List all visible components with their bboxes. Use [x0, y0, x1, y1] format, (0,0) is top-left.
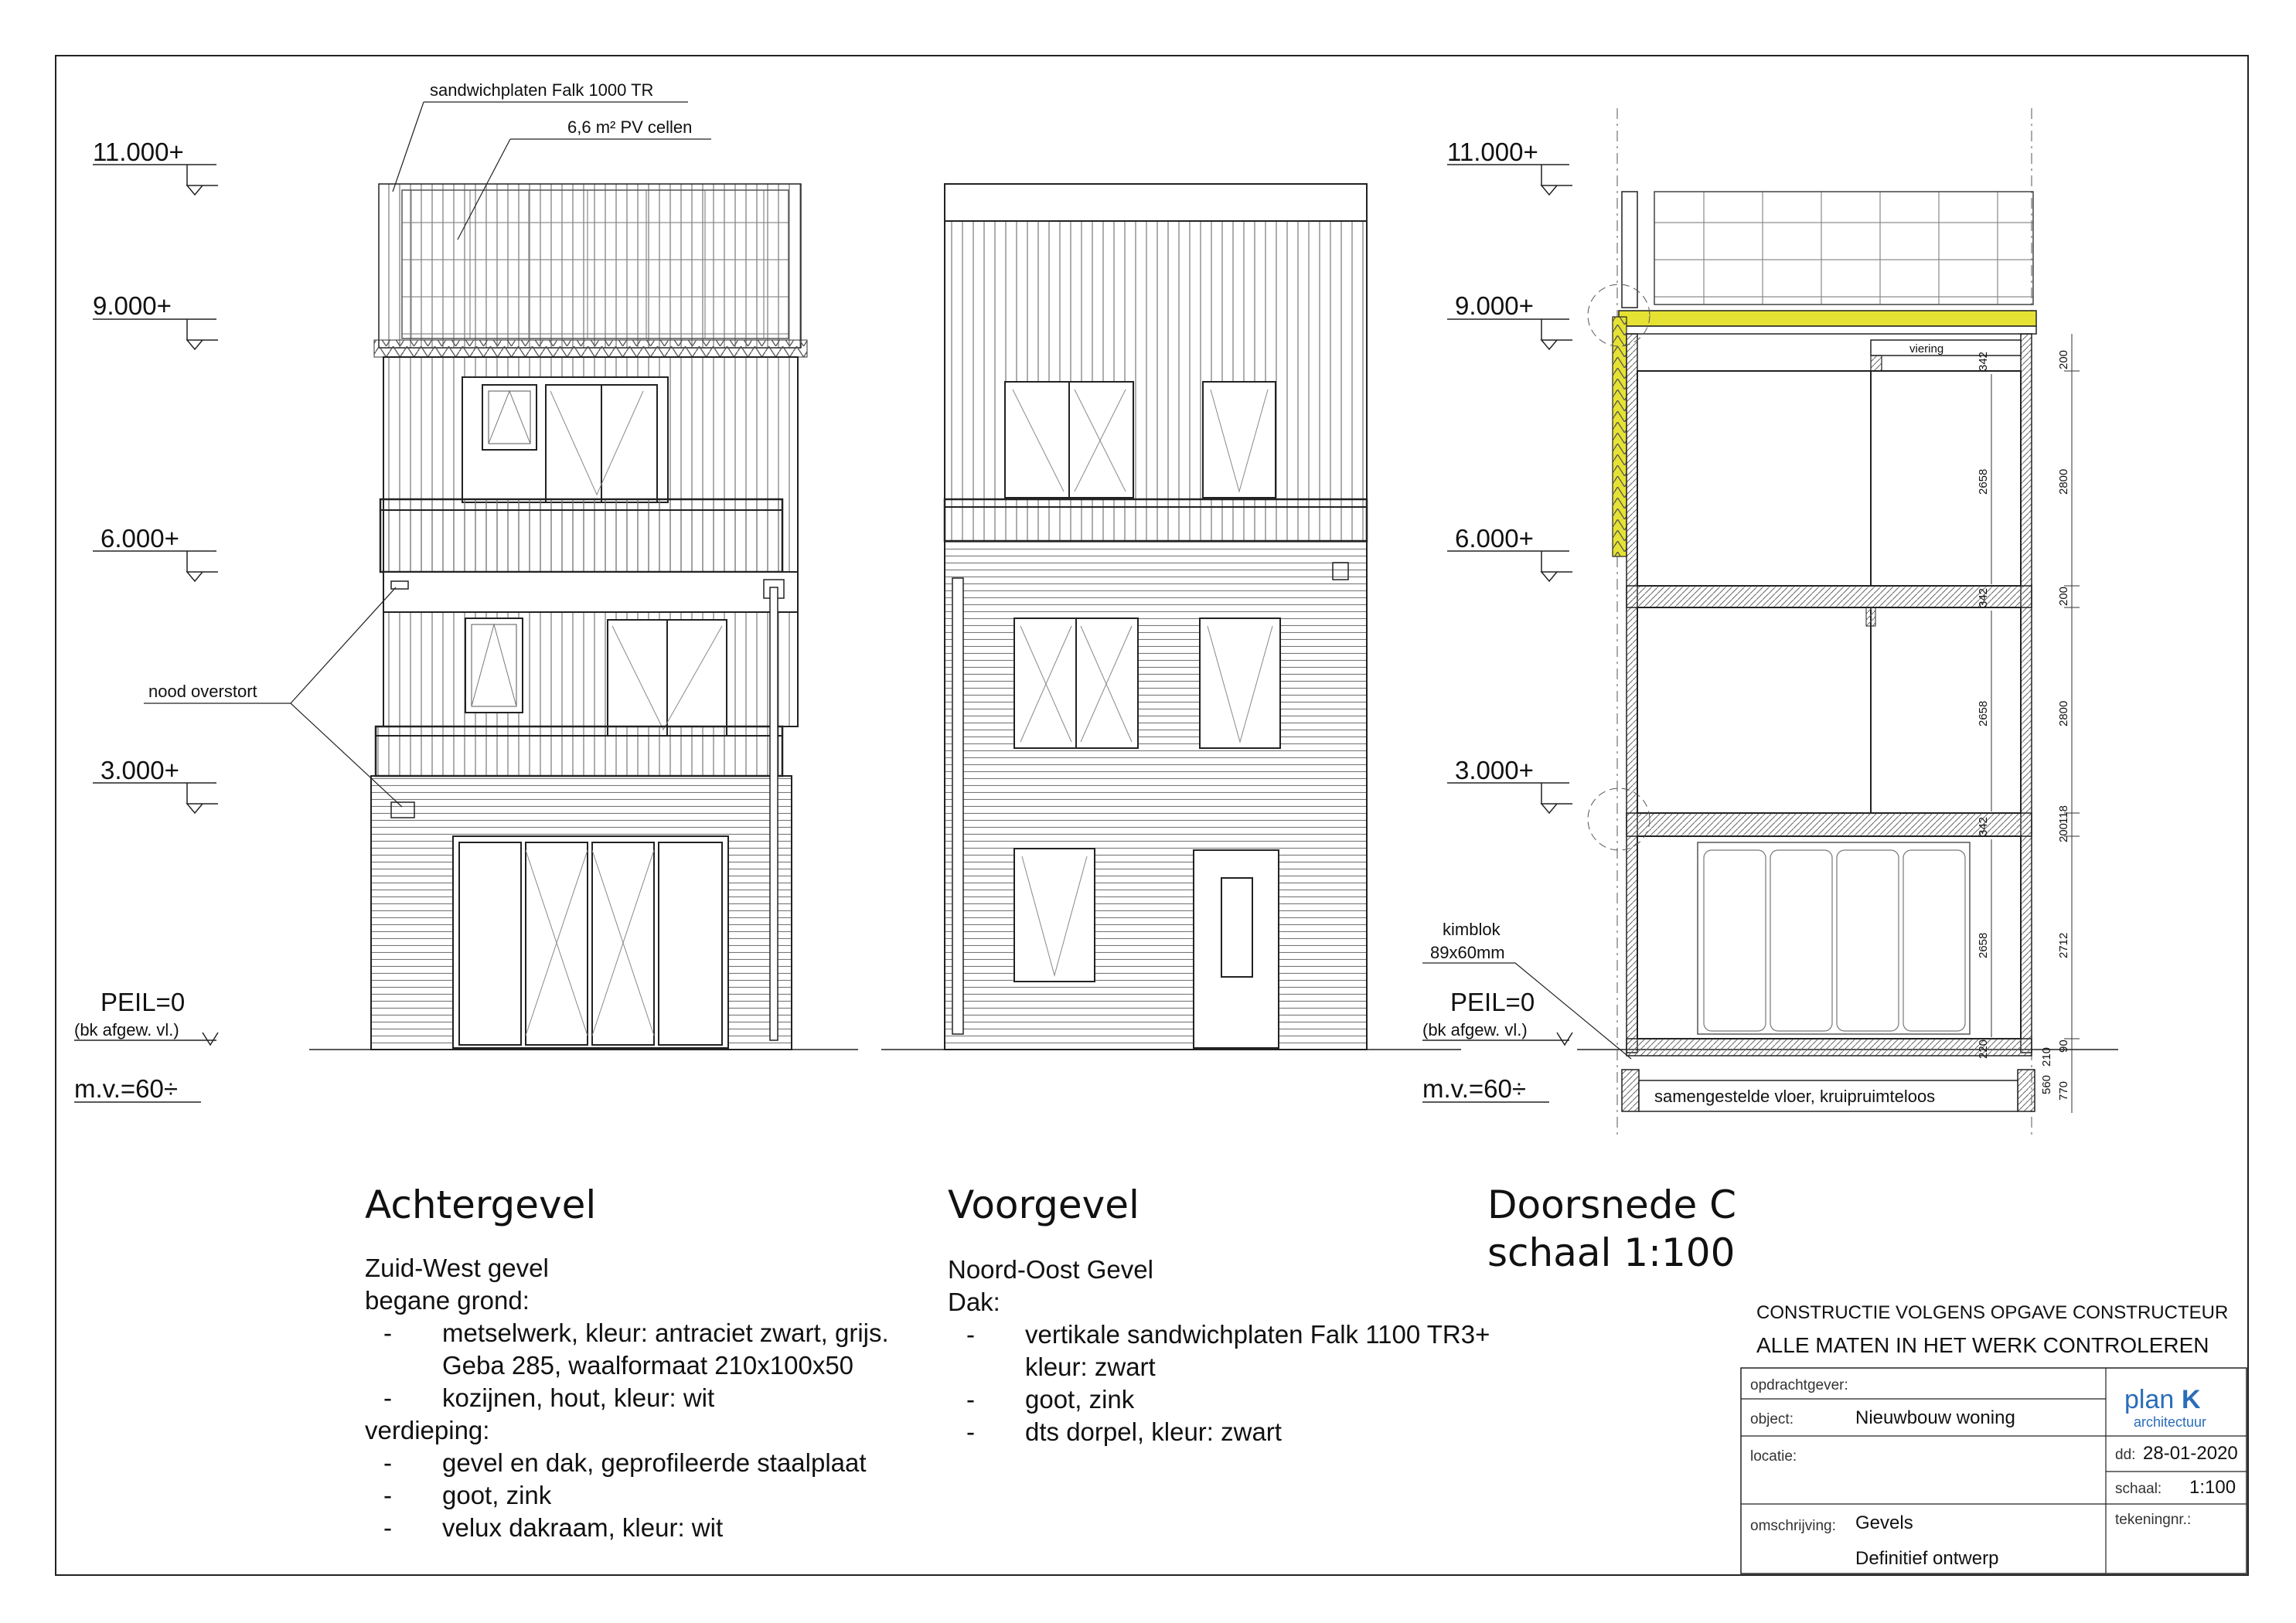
- tb-omschrijving-label: omschrijving:: [1750, 1518, 1836, 1534]
- dim-slab-2: 200: [2057, 586, 2070, 606]
- tb-object-label: object:: [1750, 1411, 1794, 1427]
- level-3000: 3.000+: [100, 756, 179, 784]
- note-line: verdieping:: [365, 1416, 490, 1444]
- note-line: vertikale sandwichplaten Falk 1100 TR3+: [1025, 1320, 1490, 1349]
- level-3000-right: 3.000+: [1455, 756, 1534, 784]
- level-6000: 6.000+: [100, 524, 179, 553]
- title-block: [1741, 1302, 2247, 1574]
- note-bullet: -: [966, 1385, 975, 1414]
- tb-object-value: Nieuwbouw woning: [1855, 1407, 2015, 1428]
- level-markers-left: [74, 138, 218, 1103]
- dim-slab-top-1: 342: [1977, 351, 1990, 371]
- note-line: Zuid-West gevel: [365, 1254, 549, 1282]
- title-doorsnede: Doorsnede C: [1487, 1182, 1737, 1227]
- note-bullet: -: [966, 1320, 975, 1349]
- note-bullet: -: [383, 1448, 392, 1477]
- tb-tekeningnr-label: tekeningnr.:: [2115, 1512, 2192, 1528]
- annot-overstort: nood overstort: [148, 682, 257, 701]
- section-doorsnede-c: [1422, 108, 2118, 1136]
- dim-210: 210: [2040, 1046, 2053, 1067]
- level-11000: 11.000+: [93, 138, 184, 166]
- tb-omschrijving-value2: Definitief ontwerp: [1855, 1548, 1999, 1569]
- tb-omschrijving-value: Gevels: [1855, 1512, 1913, 1533]
- annot-viering: viering: [1909, 342, 1944, 356]
- dim-floor-1: 2800: [2057, 468, 2070, 495]
- elevation-voorgevel: [881, 184, 1461, 1050]
- insulation-roof: [1619, 311, 2036, 326]
- note-line: Geba 285, waalformaat 210x100x50: [442, 1351, 854, 1380]
- dim-clear-height-2: 2658: [1977, 700, 1990, 726]
- elevation-achtergevel: [144, 80, 858, 1050]
- dim-clear-height-1: 2658: [1977, 468, 1990, 495]
- dim-clear-height-3: 2658: [1977, 932, 1990, 958]
- dim-220: 220: [1977, 1039, 1990, 1059]
- note-line: kleur: zwart: [1025, 1352, 1156, 1381]
- level-mv-right: m.v.=60÷: [1422, 1074, 1526, 1103]
- dim-770: 770: [2057, 1080, 2070, 1101]
- note-line: metselwerk, kleur: antraciet zwart, grijs.: [442, 1318, 889, 1347]
- tb-dd-value: 28-01-2020: [2143, 1443, 2238, 1464]
- note-line: dts dorpel, kleur: zwart: [1025, 1417, 1282, 1446]
- logo-k: K: [2182, 1385, 2201, 1414]
- dim-slab-top-3: 342: [1977, 816, 1990, 836]
- dim-560: 560: [2040, 1074, 2053, 1094]
- level-peil: PEIL=0: [100, 988, 186, 1016]
- annot-kimblok-size: 89x60mm: [1430, 943, 1505, 962]
- note-bullet: -: [383, 1481, 392, 1509]
- dim-118: 118: [2057, 805, 2070, 824]
- note-line: kozijnen, hout, kleur: wit: [442, 1383, 715, 1412]
- note-line: goot, zink: [1025, 1385, 1135, 1414]
- logo-plan: plan: [2124, 1385, 2175, 1414]
- note-bullet: -: [966, 1417, 975, 1446]
- title-voorgevel: Voorgevel: [948, 1182, 1139, 1227]
- annot-kimblok: kimblok: [1443, 920, 1501, 939]
- note-line: Noord-Oost Gevel: [948, 1255, 1153, 1284]
- annot-vloer: samengestelde vloer, kruipruimteloos: [1654, 1087, 1936, 1106]
- note-line: begane grond:: [365, 1286, 530, 1315]
- level-peil-note-right: (bk afgew. vl.): [1422, 1020, 1528, 1039]
- dim-slab-top-2: 342: [1977, 587, 1990, 607]
- dim-slab-1: 200: [2057, 349, 2070, 369]
- tb-locatie-label: locatie:: [1750, 1448, 1797, 1465]
- dim-floor-2: 2800: [2057, 700, 2070, 726]
- tb-schaal-value: 1:100: [2189, 1477, 2236, 1498]
- level-9000-right: 9.000+: [1455, 291, 1534, 320]
- annot-sandwich: sandwichplaten Falk 1000 TR: [430, 80, 654, 100]
- note-bullet: -: [383, 1383, 392, 1412]
- notes-voorgevel: [948, 1255, 1490, 1446]
- note-line: gevel en dak, geprofileerde staalplaat: [442, 1448, 867, 1477]
- note-line: goot, zink: [442, 1481, 552, 1509]
- note-constructie: CONSTRUCTIE VOLGENS OPGAVE CONSTRUCTEUR: [1756, 1302, 2229, 1323]
- note-bullet: -: [383, 1513, 392, 1542]
- level-11000-right: 11.000+: [1447, 138, 1538, 166]
- level-6000-right: 6.000+: [1455, 524, 1534, 553]
- logo-sub: architectuur: [2134, 1414, 2207, 1430]
- note-maten: ALLE MATEN IN HET WERK CONTROLEREN: [1756, 1333, 2209, 1357]
- tb-dd-label: dd:: [2115, 1447, 2136, 1463]
- level-peil-note: (bk afgew. vl.): [74, 1020, 179, 1039]
- tb-schaal-label: schaal:: [2115, 1481, 2162, 1497]
- level-peil-right: PEIL=0: [1450, 988, 1535, 1016]
- level-9000: 9.000+: [93, 291, 172, 320]
- level-mv: m.v.=60÷: [74, 1074, 178, 1103]
- annot-pv: 6,6 m² PV cellen: [567, 117, 693, 137]
- tb-opdrachtgever-label: opdrachtgever:: [1750, 1377, 1848, 1393]
- note-line: velux dakraam, kleur: wit: [442, 1513, 724, 1542]
- subtitle-doorsnede: schaal 1:100: [1487, 1230, 1736, 1275]
- note-line: Dak:: [948, 1288, 1000, 1316]
- notes-achtergevel: [365, 1254, 889, 1542]
- dim-floor-3: 2712: [2057, 932, 2070, 958]
- note-bullet: -: [383, 1318, 392, 1347]
- title-achtergevel: Achtergevel: [365, 1182, 597, 1227]
- dim-slab-3: 200: [2057, 822, 2070, 842]
- dim-90: 90: [2057, 1039, 2070, 1053]
